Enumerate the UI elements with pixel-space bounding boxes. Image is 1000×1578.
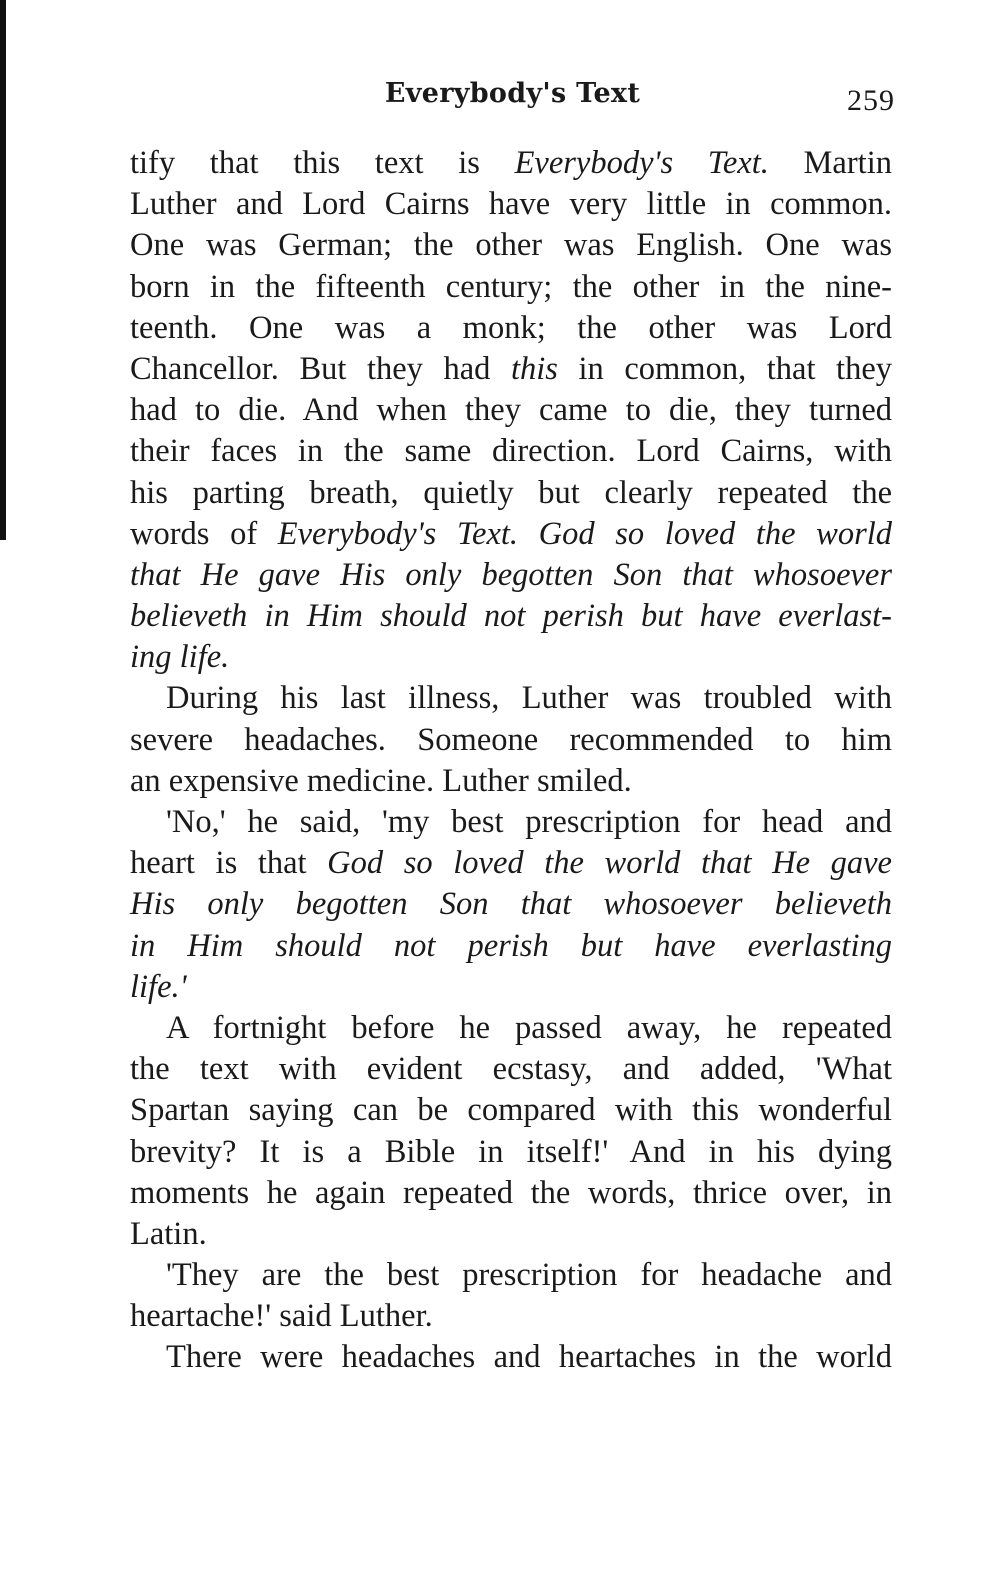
text-line [130,637,892,678]
text-line [130,390,892,431]
text-line [130,225,892,266]
italic-text-run: this [510,350,558,387]
text-run: Martin [768,145,892,181]
body-text [130,143,892,1379]
text-run: Spartan saying can be compared with this wonderful [130,1092,892,1129]
text-run: 'They are the best prescription for headache and [166,1257,892,1294]
text-run: born in the fifteenth century; the other in the nine- [130,268,892,305]
text-line [130,555,892,596]
italic-text-run: life.' [130,968,187,1005]
text-run: heart is that [130,845,328,882]
text-line [130,802,892,843]
text-run: 'No,' he said, 'my best prescription for head and [166,804,892,840]
text-run: severe headaches. Someone recommended to him [130,721,892,758]
text-run: an expensive medicine. Luther smiled. [130,762,632,799]
page-binding-edge [0,0,6,540]
italic-text-run: God so loved the world that He gave [327,845,892,882]
text-run: had to die. And when they came to die, they turned [130,392,892,429]
text-run: There were headaches and heartaches in the world [166,1339,892,1376]
text-line [130,761,892,802]
text-line [130,431,892,472]
italic-text-run: ing life. [130,639,230,676]
text-line [130,720,892,761]
text-run: Chancellor. But they had [130,350,511,387]
text-line [130,1049,892,1090]
text-run: heartache!' said Luther. [130,1298,433,1335]
text-line [130,184,892,225]
text-line [130,1132,892,1173]
text-line [130,308,892,349]
text-line [130,967,892,1008]
page-number: 259 [847,84,895,117]
text-run: his parting breath, quietly but clearly repeated the [130,474,892,511]
text-line [130,596,892,637]
text-line [130,143,892,184]
text-line [130,1008,892,1049]
running-title: Everybody's Text [384,78,641,109]
text-line [130,514,892,555]
text-line [130,678,892,719]
text-run: A fortnight before he passed away, he repeated [166,1009,892,1046]
text-run: the text with evident ecstasy, and added, 'What [130,1051,892,1088]
text-line [130,349,892,390]
text-line [130,843,892,884]
text-run: in common, that they [557,350,892,387]
text-run: moments he again repeated the words, thrice over, in [130,1174,892,1211]
italic-text-run: that He gave His only begotten Son that whosoever [130,556,892,593]
text-line [130,1296,892,1337]
text-run: their faces in the same direction. Lord Cairns, with [130,433,892,470]
text-line [130,1255,892,1296]
text-line [130,1337,892,1378]
text-line [130,884,892,925]
text-run: brevity? It is a Bible in itself!' And in his dying [130,1133,892,1170]
text-run: tify that this text is [130,145,515,181]
italic-text-run: Everybody's Text. God so loved the world [277,515,893,552]
text-run: Luther and Lord Cairns have very little in common. [130,186,892,223]
text-line [130,1090,892,1131]
italic-text-run: Everybody's Text. [514,145,769,181]
italic-text-run: believeth in Him should not perish but have everlast- [130,598,892,635]
text-run: Latin. [130,1215,207,1252]
italic-text-run: in Him should not perish but have everlasting [130,927,892,964]
text-run: words of [130,515,278,552]
text-line [130,473,892,514]
text-line [130,1173,892,1214]
page-header [130,78,895,118]
italic-text-run: His only begotten Son that whosoever believeth [130,886,892,923]
text-line [130,1214,892,1255]
text-run: teenth. One was a monk; the other was Lord [130,309,892,346]
text-line [130,267,892,308]
text-run: During his last illness, Luther was troubled with [166,680,892,717]
text-line [130,926,892,967]
text-run: One was German; the other was English. One was [130,227,892,264]
